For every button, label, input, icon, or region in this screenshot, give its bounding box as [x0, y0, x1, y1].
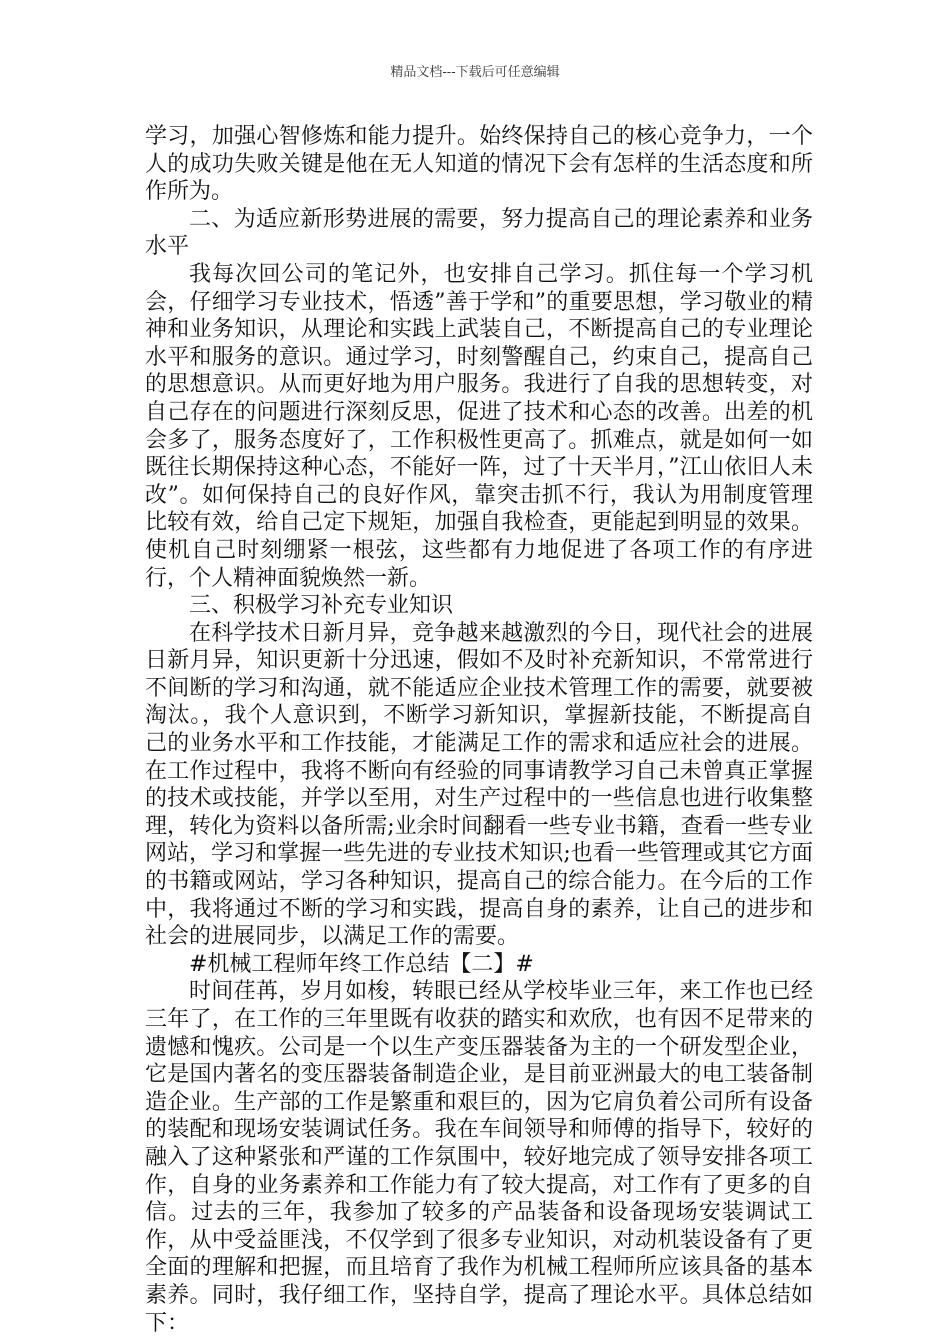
paragraph-summary: 时间荏苒，岁月如梭，转眼已经从学校毕业三年，来工作也已经三年了，在工作的三年里既有收获的踏实和欢欣，也有因不足带来的遗憾和愧疚。公司是一个以生产变压器装备为主的一个研发型企业，它是国内著名的变压器装备制造企业，是目前亚洲最大的电工装备制造企业。生产部的工作是繁重和艰巨的，因为它肩负着公司所有设备的装配和现场安装调试任务。我在车间领导和师傅的指导下，较好的融入了这种紧张和严谨的工作氛围中，较好地完成了领导安排各项工作，自身的业务素养和工作能力有了较大提高，对工作有了更多的自信。过去的三年，我参加了较多的产品装备和设备现场安装调试工作，从中受益匪浅，不仅学到了很多专业知识，对动机装设备有了更全面的理解和把握，而且培育了我作为机械工程师所应该具备的基本素养。同时，我仔细工作，坚持自学，提高了理论水平。具体总结如下：: [145, 979, 813, 1336]
document-body: [145, 123, 813, 1337]
section-heading-3: 三、积极学习补充专业知识: [189, 593, 454, 619]
paragraph-study: 我每次回公司的笔记外，也安排自己学习。抓住每一个学习机会，仔细学习专业技术，悟透”善于学和”的重要思想，学习敬业的精神和业务知识，从理论和实践上武装自己，不断提高自己的专业理论水平和服务的意识。通过学习，时刻警醒自己，约束自己，提高自己的思想意识。从而更好地为用户服务。我进行了自我的思想转变，对自己存在的问题进行深刻反思，促进了技术和心态的改善。出差的机会多了，服务态度好了，工作积极性更高了。抓难点，就是如何一如既往长期保持这种心态，不能好一阵，过了十天半月，”江山依旧人未改”。如何保持自己的良好作风，靠突击抓不行，我认为用制度管理比较有效，给自己定下规矩，加强自我检查，更能起到明显的效果。使机自己时刻绷紧一根弦，这些都有力地促进了各项工作的有序进行，个人精神面貌焕然一新。: [145, 261, 813, 591]
page-header: 精品文档---下载后可任意编辑: [390, 65, 560, 80]
paragraph-continuation: 学习，加强心智修炼和能力提升。始终保持自己的核心竞争力，一个人的成功失败关键是他在无人知道的情况下会有怎样的生活态度和所作所为。: [145, 124, 813, 205]
article-title-2: #机械工程师年终工作总结【二】#: [189, 951, 534, 977]
section-heading-2: 二、为适应新形势进展的需要，努力提高自己的理论素养和业务水平: [145, 206, 813, 260]
paragraph-knowledge: 在科学技术日新月异，竞争越来越激烈的今日，现代社会的进展日新月异，知识更新十分迅速，假如不及时补充新知识，不常常进行不间断的学习和沟通，就不能适应企业技术管理工作的需要，就要被淘汰。，我个人意识到，不断学习新知识，掌握新技能，不断提高自己的业务水平和工作技能，才能满足工作的需求和适应社会的进展。在工作过程中，我将不断向有经验的同事请教学习自己未曾真正掌握的技术或技能，并学以至用，对生产过程中的一些信息也进行收集整理，转化为资料以备所需;业余时间翻看一些专业书籍，查看一些专业网站，学习和掌握一些先进的专业技术知识;也看一些管理或其它方面的书籍或网站，学习各种知识，提高自己的综合能力。在今后的工作中，我将通过不断的学习和实践，提高自身的素养，让自己的进步和社会的进展同步，以满足工作的需要。: [145, 620, 813, 950]
